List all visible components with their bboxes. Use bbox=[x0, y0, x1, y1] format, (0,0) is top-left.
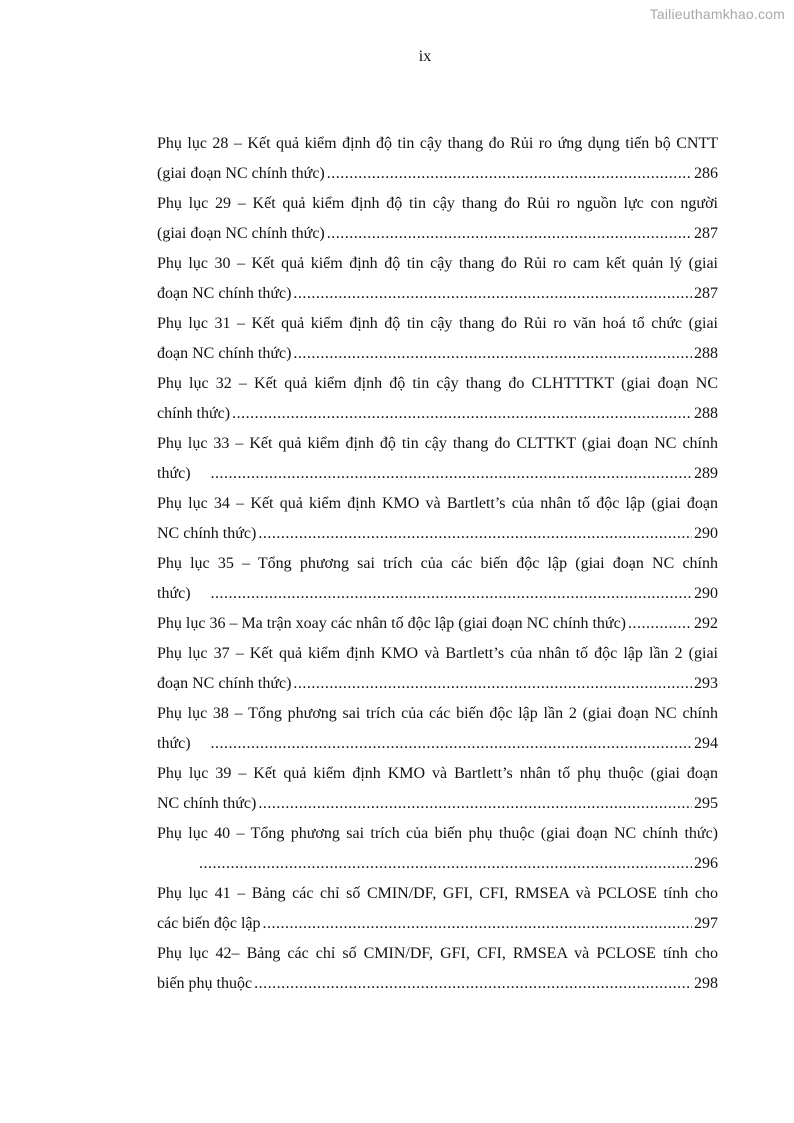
toc-page-number: 289 bbox=[694, 465, 718, 482]
leader-dots bbox=[293, 279, 692, 309]
toc-page-number: 298 bbox=[694, 975, 718, 992]
leader-dots bbox=[327, 159, 692, 189]
toc-entry-continuation: chính thức) bbox=[157, 405, 231, 422]
toc-entry-28[interactable] bbox=[157, 129, 718, 189]
leader-dots bbox=[293, 669, 692, 699]
toc-entry-continuation: (giai đoạn NC chính thức) bbox=[157, 165, 325, 182]
leader-dots bbox=[628, 609, 692, 639]
watermark: Tailieuthamkhao.com bbox=[649, 6, 785, 22]
leader-dots bbox=[258, 519, 692, 549]
toc-entry-42[interactable] bbox=[157, 939, 718, 999]
toc-entry-continuation: NC chính thức) bbox=[157, 795, 257, 812]
leader-dots bbox=[211, 459, 692, 489]
toc-entry-title: Phụ lục 41 – Bảng các chỉ số CMIN/DF, GFI, CFI, RMSEA và PCLOSE tính cho bbox=[157, 885, 718, 902]
toc-page-number: 290 bbox=[694, 585, 718, 602]
toc-entry-29[interactable] bbox=[157, 189, 718, 249]
toc-page-number: 295 bbox=[694, 795, 718, 812]
leader-dots bbox=[327, 219, 692, 249]
leader-dots bbox=[211, 579, 692, 609]
toc-entry-39[interactable] bbox=[157, 759, 718, 819]
toc-page-number: 286 bbox=[694, 165, 718, 182]
toc-entry-40[interactable] bbox=[157, 819, 718, 879]
toc-entry-33[interactable] bbox=[157, 429, 718, 489]
toc-entry-title: Phụ lục 34 – Kết quả kiểm định KMO và Bartlett’s của nhân tố độc lập (giai đoạn bbox=[157, 495, 718, 512]
toc-entry-title: Phụ lục 39 – Kết quả kiểm định KMO và Bartlett’s nhân tố phụ thuộc (giai đoạn bbox=[157, 765, 718, 782]
toc-entry-title: Phụ lục 42– Bảng các chỉ số CMIN/DF, GFI, CFI, RMSEA và PCLOSE tính cho bbox=[157, 945, 718, 962]
toc-entry-continuation: NC chính thức) bbox=[157, 525, 257, 542]
toc-page-number: 287 bbox=[694, 225, 718, 242]
leader-dots bbox=[254, 969, 692, 999]
toc-page-number: 290 bbox=[694, 525, 718, 542]
toc-page-number: 288 bbox=[694, 345, 718, 362]
toc-page-number: 294 bbox=[694, 735, 718, 752]
leader-dots bbox=[263, 909, 693, 939]
toc-entry-continuation: biến phụ thuộc bbox=[157, 975, 253, 992]
toc-entry-continuation: đoạn NC chính thức) bbox=[157, 285, 292, 302]
toc-entry-title: Phụ lục 33 – Kết quả kiểm định độ tin cậy thang đo CLTTKT (giai đoạn NC chính bbox=[157, 435, 718, 452]
table-of-contents bbox=[157, 129, 718, 999]
toc-entry-35[interactable] bbox=[157, 549, 718, 609]
toc-entry-37[interactable] bbox=[157, 639, 718, 699]
toc-entry-31[interactable] bbox=[157, 309, 718, 369]
leader-dots bbox=[232, 399, 692, 429]
leader-dots bbox=[293, 339, 692, 369]
leader-dots bbox=[199, 849, 692, 879]
toc-page-number: 292 bbox=[694, 615, 718, 632]
toc-entry-continuation: thức) bbox=[157, 465, 191, 482]
toc-entry-title: Phụ lục 31 – Kết quả kiểm định độ tin cậy thang đo Rủi ro văn hoá tổ chức (giai bbox=[157, 315, 718, 332]
toc-entry-41[interactable] bbox=[157, 879, 718, 939]
toc-entry-title: Phụ lục 30 – Kết quả kiểm định độ tin cậy thang đo Rủi ro cam kết quản lý (giai bbox=[157, 255, 718, 272]
toc-entry-continuation: đoạn NC chính thức) bbox=[157, 345, 292, 362]
toc-entry-title: Phụ lục 32 – Kết quả kiểm định độ tin cậy thang đo CLHTTTKT (giai đoạn NC bbox=[157, 375, 718, 392]
toc-entry-continuation: (giai đoạn NC chính thức) bbox=[157, 225, 325, 242]
toc-page-number: 288 bbox=[694, 405, 718, 422]
page-number: ix bbox=[418, 48, 432, 65]
toc-entry-title: Phụ lục 40 – Tổng phương sai trích của biến phụ thuộc (giai đoạn NC chính thức) bbox=[157, 825, 718, 842]
toc-entry-title: Phụ lục 37 – Kết quả kiểm định KMO và Bartlett’s của nhân tố độc lập lần 2 (giai bbox=[157, 645, 718, 662]
toc-page-number: 296 bbox=[694, 855, 718, 872]
toc-entry-title: Phụ lục 28 – Kết quả kiểm định độ tin cậy thang đo Rủi ro ứng dụng tiến bộ CNTT bbox=[157, 135, 718, 152]
toc-entry-title: Phụ lục 29 – Kết quả kiểm định độ tin cậy thang đo Rủi ro nguồn lực con người bbox=[157, 195, 718, 212]
toc-entry-continuation: thức) bbox=[157, 735, 191, 752]
toc-entry-title: Phụ lục 38 – Tổng phương sai trích của các biến độc lập lần 2 (giai đoạn NC chính bbox=[157, 705, 718, 722]
leader-dots bbox=[258, 789, 692, 819]
toc-page-number: 287 bbox=[694, 285, 718, 302]
toc-entry-continuation: các biến độc lập bbox=[157, 915, 261, 932]
toc-page-number: 297 bbox=[694, 915, 718, 932]
toc-entry-38[interactable] bbox=[157, 699, 718, 759]
toc-entry-34[interactable] bbox=[157, 489, 718, 549]
toc-entry-title: Phụ lục 35 – Tổng phương sai trích của các biến độc lập (giai đoạn NC chính bbox=[157, 555, 718, 572]
toc-page-number: 293 bbox=[694, 675, 718, 692]
toc-entry-36[interactable] bbox=[157, 609, 718, 639]
toc-entry-continuation: đoạn NC chính thức) bbox=[157, 675, 292, 692]
toc-entry-30[interactable] bbox=[157, 249, 718, 309]
toc-entry-continuation: thức) bbox=[157, 585, 191, 602]
toc-entry-title: Phụ lục 36 – Ma trận xoay các nhân tố độc lập (giai đoạn NC chính thức) bbox=[157, 615, 626, 632]
toc-entry-32[interactable] bbox=[157, 369, 718, 429]
leader-dots bbox=[211, 729, 692, 759]
